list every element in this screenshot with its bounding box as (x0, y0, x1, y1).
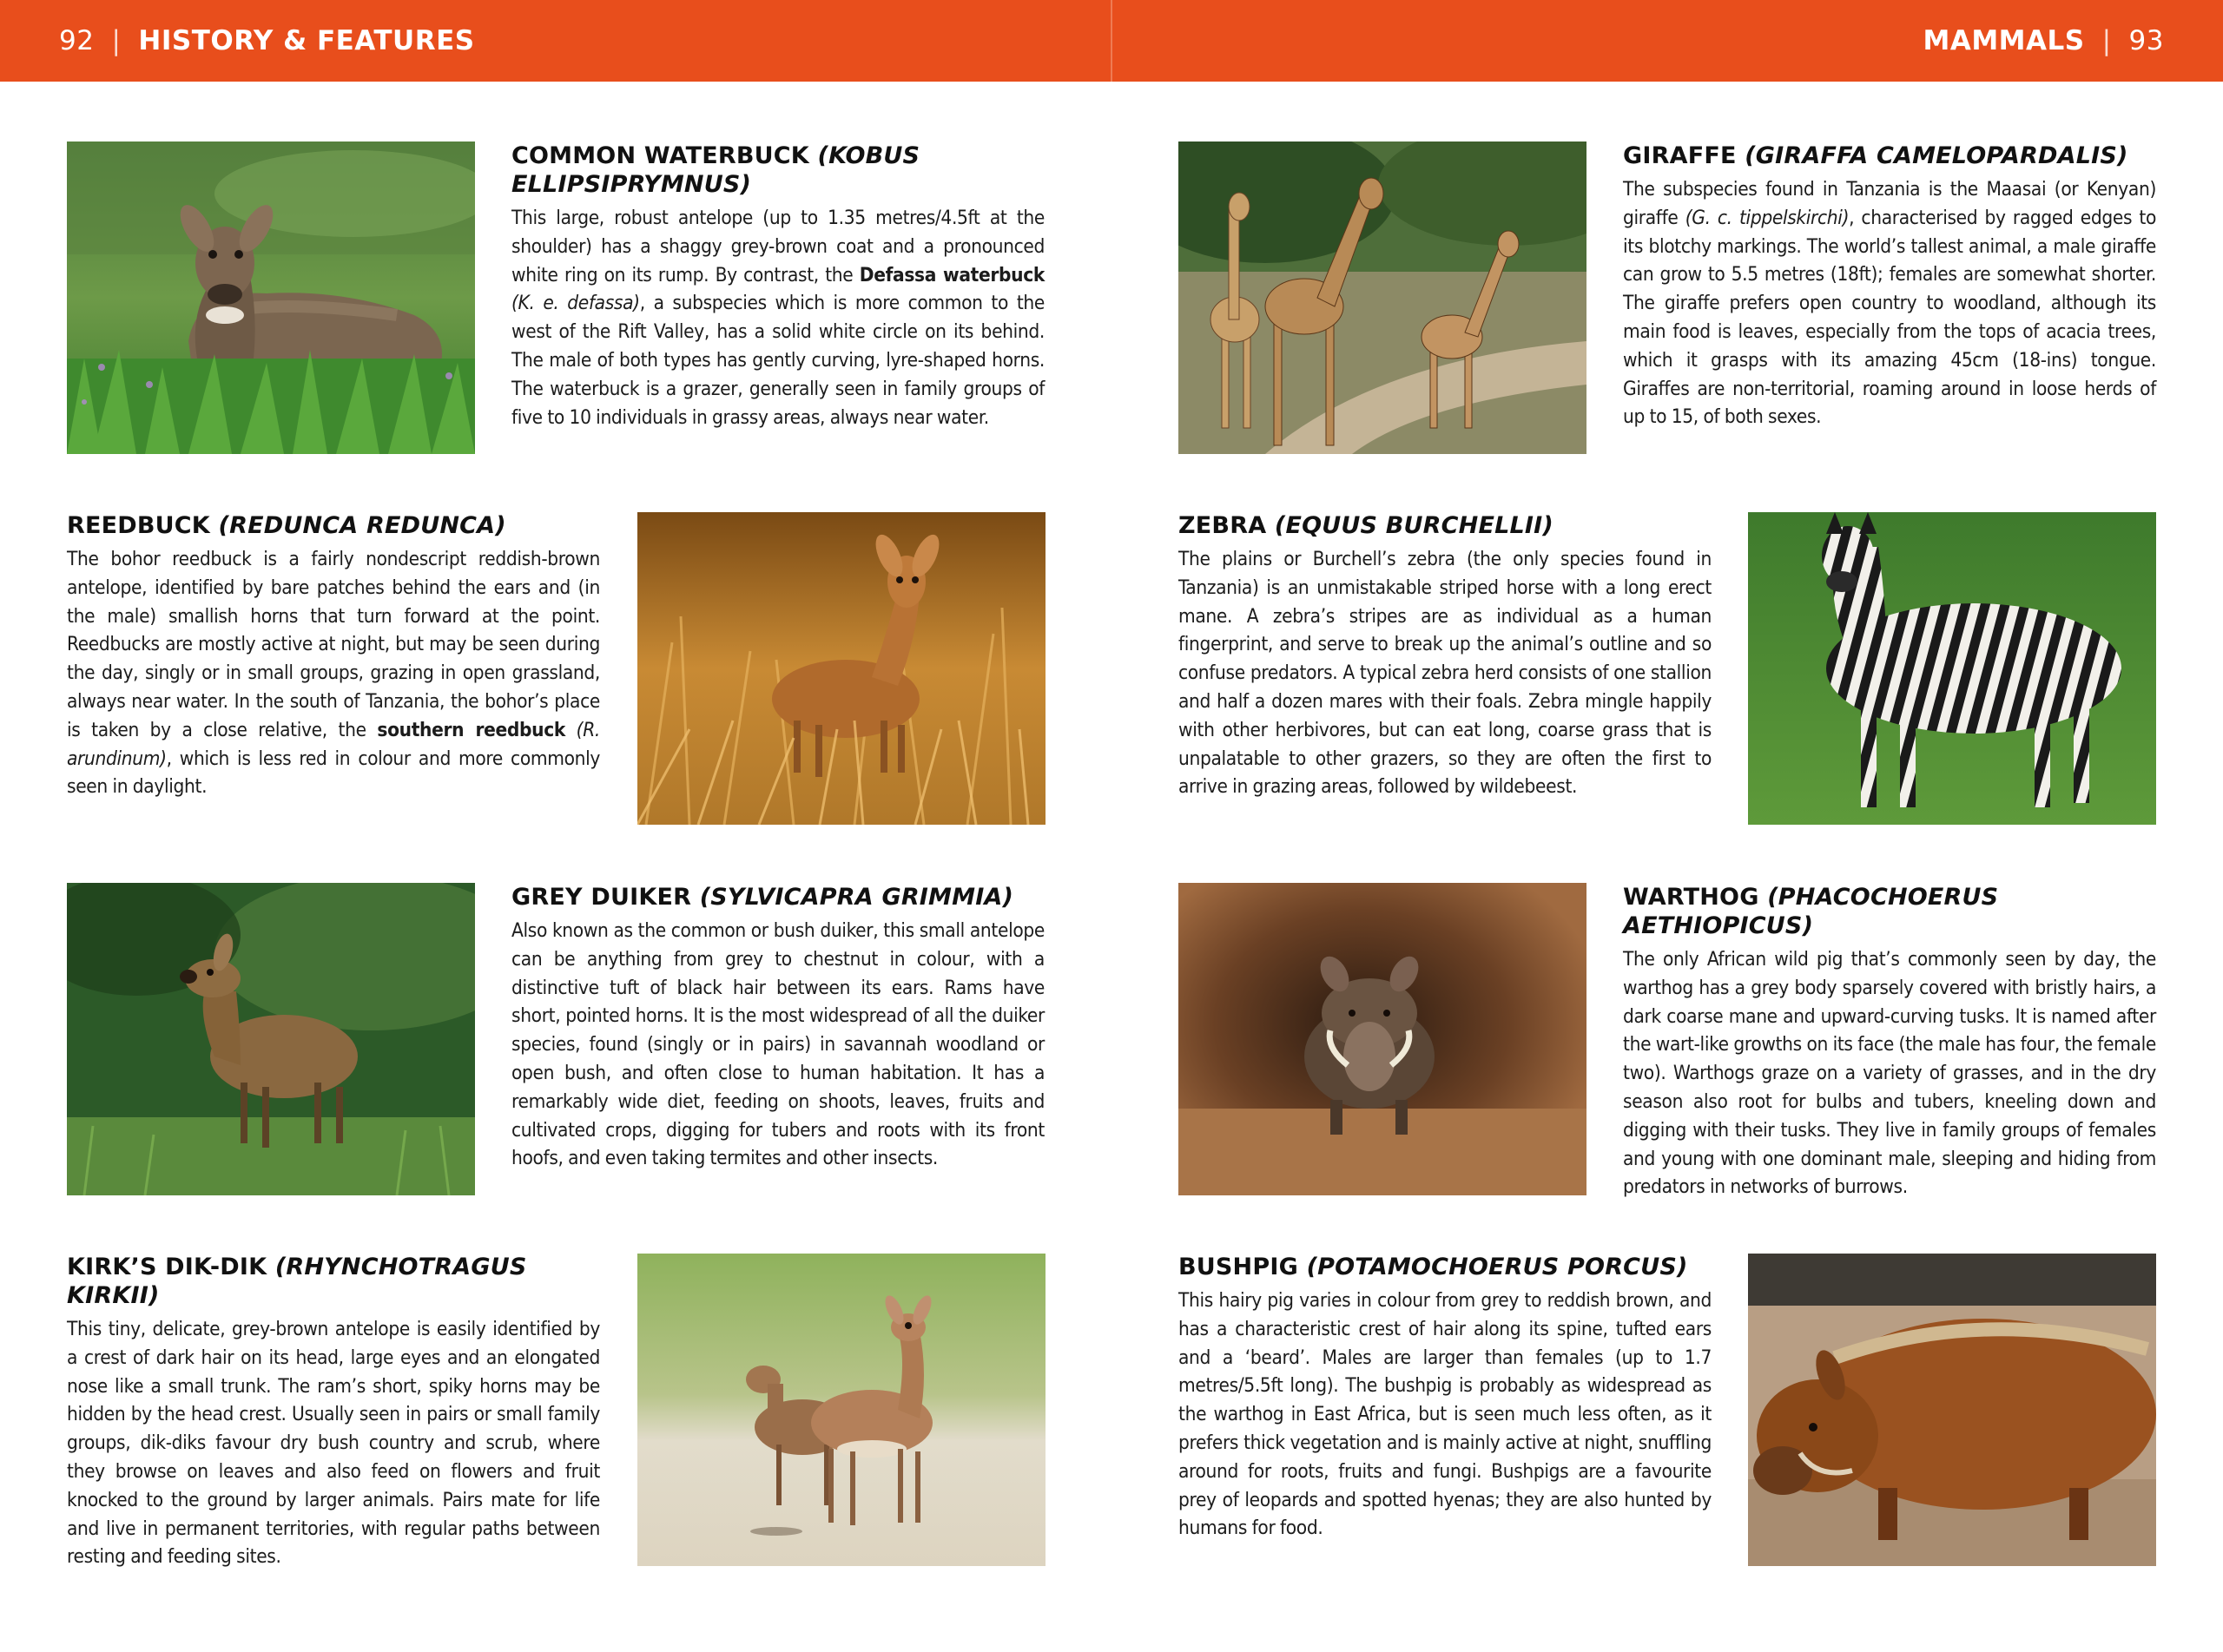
italic-term: (G. c. tippelskirchi) (1685, 206, 1850, 229)
header-separator: | (111, 25, 122, 56)
dik-dik-photo (637, 1254, 1046, 1566)
right-section-title: MAMMALS (1923, 25, 2085, 56)
bold-term: Defassa waterbuck (859, 263, 1045, 286)
italic-term: (K. e. defassa) (511, 292, 640, 315)
entry-heading (1178, 1253, 1712, 1281)
entry-body: The bohor reedbuck is a fairly nondescript reddish-brown antelope, identified by bare patches behind the ears and (in the male) smallish horns that turn forward at the point. Reedbucks are mostly active at night, but may be seen during the day, singly or in small groups, grazing in open grassland, always near water. In the south of Tanzania, the bohor’s place is taken by a close relative, the southern reedbuck (R. arundinum), which is less red in colour and more commonly seen in daylight. (67, 548, 601, 799)
entry-body: This tiny, delicate, grey-brown antelope is easily identified by a crest of dark hair on its head, large eyes and an elongated nose like a small trunk. The ram’s short, spiky horns may be hidden by the head crest. Usually seen in pairs or small family groups, dik-diks favour dry bush country and scrub, where they browse on leaves and also feed on flowers and fruit knocked to the ground by larger animals. Pairs mate for life and live in permanent territories, with regular paths between resting and feeding sites. (67, 1318, 600, 1569)
scientific-name: (KOBUS ELLIPSIPRYMNUS) (511, 142, 920, 198)
common-name: KIRK’S DIK-DIK (67, 1254, 267, 1280)
bold-term: southern reedbuck (377, 718, 565, 741)
scientific-name: (EQUUS BURCHELLII) (1274, 512, 1553, 539)
entry-heading (67, 1253, 600, 1310)
page-header (0, 0, 2223, 82)
entry-heading (511, 142, 1045, 199)
common-name: REEDBUCK (67, 512, 210, 539)
right-running-head (1923, 0, 2164, 82)
entry-heading (511, 883, 1045, 912)
entry-body: Also known as the common or bush duiker, this small antelope can be anything from grey to chestnut in colour, with a distinctive tuft of black hair between its ears. Rams have short, pointed horns. It is the most widespread of all the duiker species, found (singly or in pairs) in savannah woodland or open bush, and often close to human habitation. It has a remarkably wide diet, feeding on shoots, leaves, fruits and cultivated crops, digging for tubers and roots with its front hoofs, and even taking termites and other insects. (511, 919, 1045, 1170)
left-running-head (59, 0, 475, 82)
scientific-name: (RHYNCHOTRAGUS KIRKII) (67, 1254, 527, 1309)
entry-bushpig (1178, 1253, 1712, 1543)
entry-body: This hairy pig varies in colour from grey to reddish brown, and has a characteristic crest of hair along its spine, tufted ears and a ‘beard’. Males are larger than females (up to 1.7 metres/5.5ft long). The bushpig is probably as widespread as the warthog in East Africa, but is seen much less often, as it prefers thick vegetation and is mainly active at night, snuffling around for roots, fruits and fungi. Bushpigs are a favourite prey of leopards and spotted hyenas; they are also hunted by humans for food. (1178, 1289, 1712, 1540)
right-page-number: 93 (2128, 25, 2164, 56)
scientific-name: (SYLVICAPRA GRIMMIA) (699, 884, 1014, 911)
entry-heading (67, 511, 600, 540)
common-name: BUSHPIG (1178, 1254, 1298, 1280)
header-separator: | (2101, 25, 2112, 56)
entry-reedbuck (67, 511, 600, 801)
warthog-photo (1178, 883, 1586, 1195)
common-name: COMMON WATERBUCK (511, 142, 809, 169)
common-name: ZEBRA (1178, 512, 1267, 539)
giraffe-photo (1178, 142, 1586, 454)
waterbuck-photo (67, 142, 475, 454)
left-section-title: HISTORY & FEATURES (138, 25, 475, 56)
entry-kirks-dik-dik (67, 1253, 600, 1571)
entry-body: The plains or Burchell’s zebra (the only species found in Tanzania) is an unmistakable striped horse with a long erect mane. A zebra’s stripes are as individual as a human fingerprint, and serve to break up the animal’s outline and so confuse predators. A typical zebra herd consists of one stallion and half a dozen mares with their foals. Zebra mingle happily with other herbivores, but can eat long, coarse grass that is unpalatable to other grazers, so they are often the first to arrive in grazing areas, followed by wildebeest. (1178, 548, 1712, 799)
entry-zebra (1178, 511, 1712, 801)
italic-term: (R. arundinum) (67, 718, 601, 770)
scientific-name: (REDUNCA REDUNCA) (218, 512, 506, 539)
entry-heading (1623, 883, 2156, 940)
entry-body: The only African wild pig that’s commonly seen by day, the warthog has a grey body sparsely covered with bristly hairs, a dark coarse mane and upward-curving tusks. It is named after the wart-like growths on its face (the male has four, the female two). Warthogs graze on a variety of grasses, and in the dry season also root for bulbs and tubers, kneeling down and digging with their tusks. They live in family groups of females and young with one dominant male, sleeping and hiding from predators in networks of burrows. (1623, 948, 2156, 1199)
entry-body: The subspecies found in Tanzania is the Maasai (or Kenyan) giraffe (G. c. tippelskirchi), characterised by ragged edges to its blotchy markings. The world’s tallest animal, a male giraffe can grow to 5.5 metres (18ft); females are somewhat shorter. The giraffe prefers open country to woodland, although its main food is leaves, especially from the tops of acacia trees, which it grasps with its amazing 45cm (18-ins) tongue. Giraffes are non-territorial, roaming around in loose herds of up to 15, of both sexes. (1623, 178, 2157, 429)
common-name: WARTHOG (1623, 884, 1759, 911)
entry-body: This large, robust antelope (up to 1.35 metres/4.5ft at the shoulder) has a shaggy grey-brown coat and a pronounced white ring on its rump. By contrast, the Defassa waterbuck (K. e. defassa), a subspecies which is more common to the west of the Rift Valley, has a solid white circle on its behind. The male of both types has gently curving, lyre-shaped horns. The waterbuck is a grazer, generally seen in family groups of five to 10 individuals in grassy areas, always near water. (511, 207, 1045, 429)
scientific-name: (POTAMOCHOERUS PORCUS) (1306, 1254, 1688, 1280)
page-gutter-line (1111, 0, 1112, 82)
entry-heading (1623, 142, 2156, 170)
zebra-photo (1748, 512, 2156, 825)
entry-warthog (1623, 883, 2156, 1201)
entry-heading (1178, 511, 1712, 540)
left-page-number: 92 (59, 25, 95, 56)
grey-duiker-photo (67, 883, 475, 1195)
scientific-name: (GIRAFFA CAMELOPARDALIS) (1745, 142, 2128, 169)
entry-giraffe (1623, 142, 2156, 431)
scientific-name: (PHACOCHOERUS AETHIOPICUS) (1623, 884, 1999, 939)
entry-grey-duiker (511, 883, 1045, 1173)
common-name: GREY DUIKER (511, 884, 692, 911)
reedbuck-photo (637, 512, 1046, 825)
bushpig-photo (1748, 1254, 2156, 1566)
common-name: GIRAFFE (1623, 142, 1737, 169)
entry-common-waterbuck (511, 142, 1045, 431)
